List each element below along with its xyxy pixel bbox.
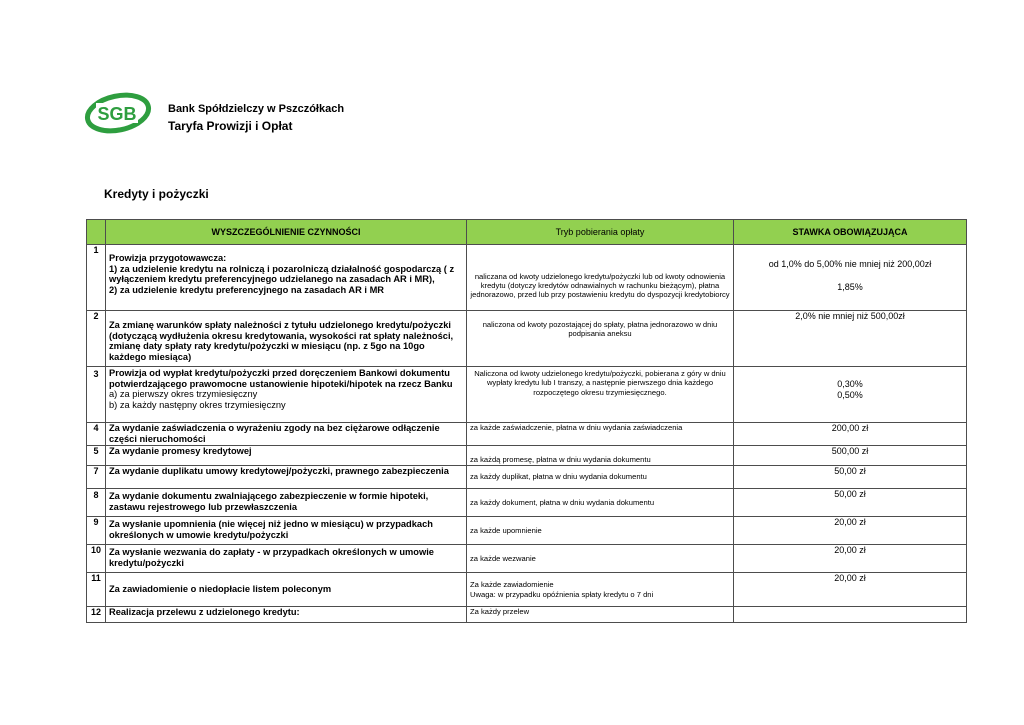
row-description: Za wysłanie wezwania do zapłaty - w przypadkach określonych w umowie kredytu/pożyczki — [106, 545, 467, 573]
row-rate: 50,00 zł — [734, 466, 967, 489]
row-number: 9 — [87, 517, 106, 545]
row-number: 11 — [87, 573, 106, 607]
row-rate — [734, 245, 967, 311]
rate-value-2: 1,85% — [837, 282, 863, 292]
row-description: Za wydanie promesy kredytowej — [106, 446, 467, 466]
header-mode: Tryb pobierania opłaty — [467, 220, 734, 245]
row-description: Za zmianę warunków spłaty należności z tytułu udzielonego kredytu/pożyczki (dotyczącą wydłużenia okresu kredytowania, wysokości rat spłaty należności, zmianę daty spłaty raty kredytu/pożyczki w miesiącu (np. z 5go na 10go każdego miesiąca) — [106, 311, 467, 367]
rate-value-1: 0,30% — [837, 379, 863, 389]
row-description: Prowizja przygotowawcza: 1) za udzielenie kredytu na rolniczą i pozarolniczą działalność gospodarczą ( z wyłączeniem kredytu preferencyjnego udzielanego na zasadach AR i MR), 2) za udzielenie kredytu preferencyjnego na zasadach AR i MR — [106, 245, 467, 311]
row-mode: za każde wezwanie — [467, 545, 734, 573]
header-rate: STAWKA OBOWIĄZUJĄCA — [734, 220, 967, 245]
row-number: 12 — [87, 607, 106, 623]
row-description: Za wydanie dokumentu zwalniającego zabezpieczenie w formie hipoteki, zastawu rejestrowego lub przewłaszczenia — [106, 489, 467, 517]
row-description: Za wydanie duplikatu umowy kredytowej/pożyczki, prawnego zabezpieczenia — [106, 466, 467, 489]
table-row — [87, 517, 967, 545]
row-rate — [734, 607, 967, 623]
row-description: Za wydanie zaświadczenia o wyrażeniu zgody na bez ciężarowe odłączenie części nieruchomości — [106, 423, 467, 446]
row-mode: za każdą promesę, płatna w dniu wydania dokumentu — [467, 446, 734, 466]
table-header-row — [87, 220, 967, 245]
row-rate: 500,00 zł — [734, 446, 967, 466]
logo-text: SGB — [97, 104, 137, 124]
document-title: Taryfa Prowizji i Opłat — [168, 119, 293, 133]
sgb-logo — [84, 88, 152, 136]
row-description: Realizacja przelewu z udzielonego kredytu: — [106, 607, 467, 623]
row-description-a: a) za pierwszy okres trzymiesięczny — [109, 389, 258, 399]
row-number: 1 — [87, 245, 106, 311]
row-mode: naliczona od kwoty pozostającej do spłaty, płatna jednorazowo w dniu podpisania aneksu — [467, 311, 734, 367]
row-rate: 20,00 zł — [734, 517, 967, 545]
rate-value-2: 0,50% — [837, 390, 863, 400]
tariff-table — [86, 219, 967, 623]
section-title: Kredyty i pożyczki — [104, 187, 209, 201]
row-mode: za każde upomnienie — [467, 517, 734, 545]
table-row — [87, 367, 967, 423]
row-number: 10 — [87, 545, 106, 573]
table-row — [87, 466, 967, 489]
row-number: 2 — [87, 311, 106, 367]
table-row — [87, 573, 967, 607]
row-rate: 20,00 zł — [734, 545, 967, 573]
row-rate — [734, 367, 967, 423]
row-description: Za zawiadomienie o niedopłacie listem poleconym — [106, 573, 467, 607]
row-description-main: Prowizja od wypłat kredytu/pożyczki przed doręczeniem Bankowi dokumentu potwierdzającego prawomocne ustanowienie hipoteki/hipotek na rzecz Banku — [109, 368, 453, 389]
row-number: 4 — [87, 423, 106, 446]
row-number: 5 — [87, 446, 106, 466]
row-mode: Za każdy przelew — [467, 607, 734, 623]
bank-name: Bank Spółdzielczy w Pszczółkach — [168, 103, 345, 115]
row-mode: za każde zaświadczenie, płatna w dniu wydania zaświadczenia — [467, 423, 734, 446]
row-description-b: b) za każdy następny okres trzymiesięczny — [109, 399, 286, 410]
table-row — [87, 423, 967, 446]
table-row — [87, 446, 967, 466]
row-rate: 200,00 zł — [734, 423, 967, 446]
row-description: Za wysłanie upomnienia (nie więcej niż jedno w miesiącu) w przypadkach określonych w umowie kredytu/pożyczki — [106, 517, 467, 545]
row-mode: za każdy dokument, płatna w dniu wydania dokumentu — [467, 489, 734, 517]
table-row — [87, 311, 967, 367]
rate-value-1: od 1,0% do 5,00% nie mniej niż 200,00zł — [768, 259, 932, 269]
row-mode: naliczana od kwoty udzielonego kredytu/pożyczki lub od kwoty odnowienia kredytu (dotyczy kredytów odnawialnych w rachunku bieżącym), płatna jednorazowo, przed lub przy postawieniu kredytu do dyspozycji kredytobiorcy — [467, 245, 734, 311]
row-mode: za każdy duplikat, płatna w dniu wydania dokumentu — [467, 466, 734, 489]
table-row — [87, 545, 967, 573]
row-mode: Naliczona od kwoty udzielonego kredytu/pożyczki, pobierana z góry w dniu wypłaty kredytu lub I transzy, a następnie pierwszego dnia każdego rozpoczętego okresu trzymiesięcznego. — [467, 367, 734, 423]
row-number: 8 — [87, 489, 106, 517]
row-description — [106, 367, 467, 423]
row-mode: Za każde zawiadomienie Uwaga: w przypadku opóźnienia spłaty kredytu o 7 dni — [467, 573, 734, 607]
row-number: 3 — [87, 367, 106, 423]
row-number: 7 — [87, 466, 106, 489]
header-description: WYSZCZEGÓLNIENIE CZYNNOŚCI — [106, 220, 467, 245]
table-row — [87, 245, 967, 311]
header-number-cell — [87, 220, 106, 245]
row-rate: 2,0% nie mniej niż 500,00zł — [734, 311, 967, 367]
table-row — [87, 607, 967, 623]
row-rate: 50,00 zł — [734, 489, 967, 517]
table-row — [87, 489, 967, 517]
row-rate: 20,00 zł — [734, 573, 967, 607]
